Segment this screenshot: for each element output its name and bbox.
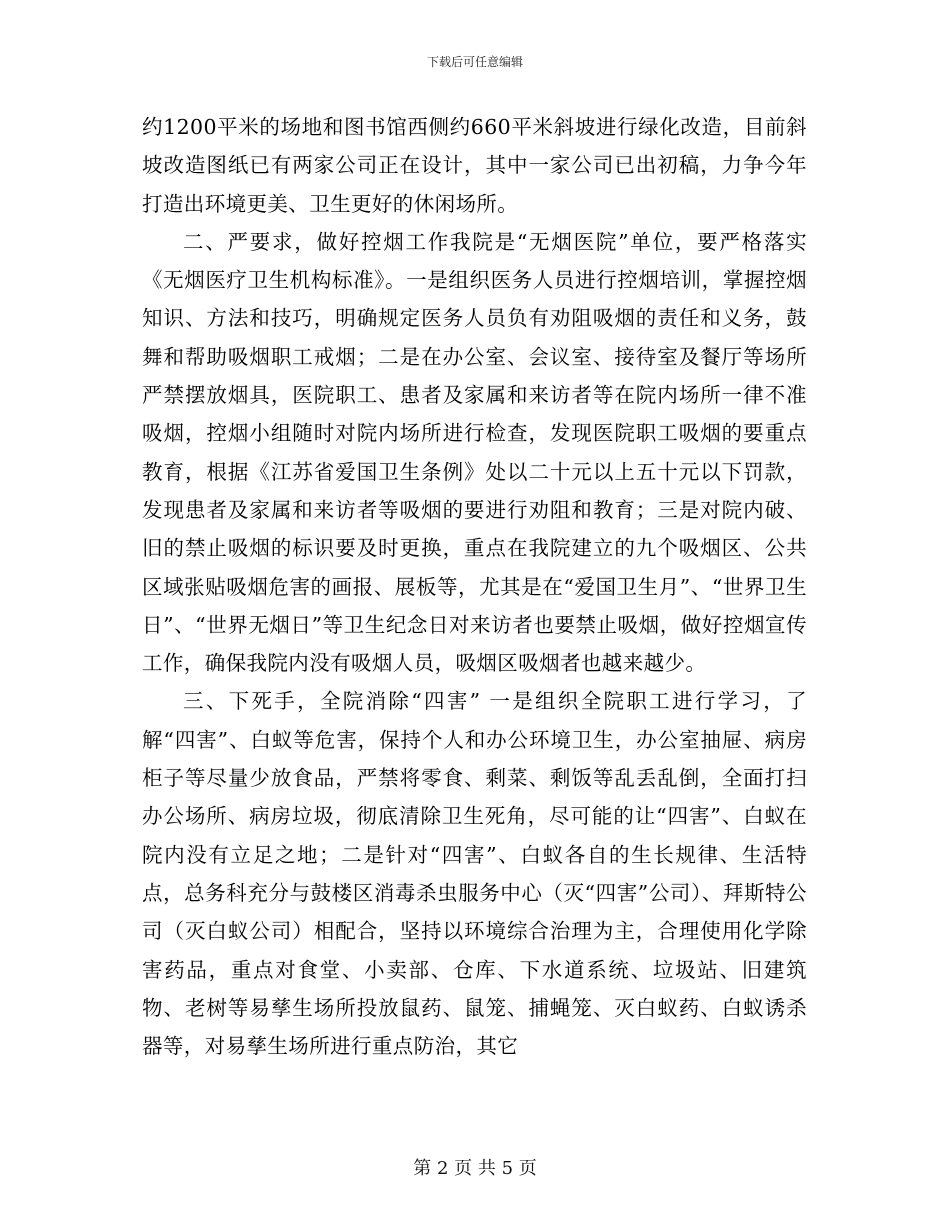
document-body <box>142 108 807 1065</box>
paragraph-smoking-control: 二、严要求，做好控烟工作我院是“无烟医院”单位，要严格落实《无烟医疗卫生机构标准》。一是组织医务人员进行控烟培训，掌握控烟知识、方法和技巧，明确规定医务人员负有劝阻吸烟的责任和义务，鼓舞和帮助吸烟职工戒烟；二是在办公室、会议室、接待室及餐厅等场所严禁摆放烟具，医院职工、患者及家属和来访者等在院内场所一律不准吸烟，控烟小组随时对院内场所进行检查，发现医院职工吸烟的要重点教育，根据《江苏省爱国卫生条例》处以二十元以上五十元以下罚款，发现患者及家属和来访者等吸烟的要进行劝阻和教育；三是对院内破、旧的禁止吸烟的标识要及时更换，重点在我院建立的九个吸烟区、公共区域张贴吸烟危害的画报、展板等，尤其是在“爱国卫生月”、“世界卫生日”、“世界无烟日”等卫生纪念日对来访者也要禁止吸烟，做好控烟宣传工作，确保我院内没有吸烟人员，吸烟区吸烟者也越来越少。 <box>142 229 807 676</box>
paragraph-continuation: 约1200平米的场地和图书馆西侧约660平米斜坡进行绿化改造，目前斜坡改造图纸已有两家公司正在设计，其中一家公司已出初稿，力争今年打造出环境更美、卫生更好的休闲场所。 <box>142 115 807 216</box>
paragraph-pest-control: 三、下死手，全院消除“四害” 一是组织全院职工进行学习，了解“四害”、白蚁等危害，保持个人和办公环境卫生，办公室抽屉、病房柜子等尽量少放食品，严禁将零食、剩菜、剩饭等乱丢乱倒，全面打扫办公场所、病房垃圾，彻底清除卫生死角，尽可能的让“四害”、白蚁在院内没有立足之地；二是针对“四害”、白蚁各自的生长规律、生活特点，总务科充分与鼓楼区消毒杀虫服务中心（灭“四害”公司）、拜斯特公司（灭白蚁公司）相配合，坚持以环境综合治理为主，合理使用化学除害药品，重点对食堂、小卖部、仓库、下水道系统、垃圾站、旧建筑物、老树等易孳生场所投放鼠药、鼠笼、捕蝇笼、灭白蚁药、白蚁诱杀器等，对易孳生场所进行重点防治，其它 <box>142 689 807 1059</box>
page-header-note: 下载后可任意编辑 <box>426 55 523 69</box>
page-number: 第 2 页 共 5 页 <box>413 1158 537 1179</box>
